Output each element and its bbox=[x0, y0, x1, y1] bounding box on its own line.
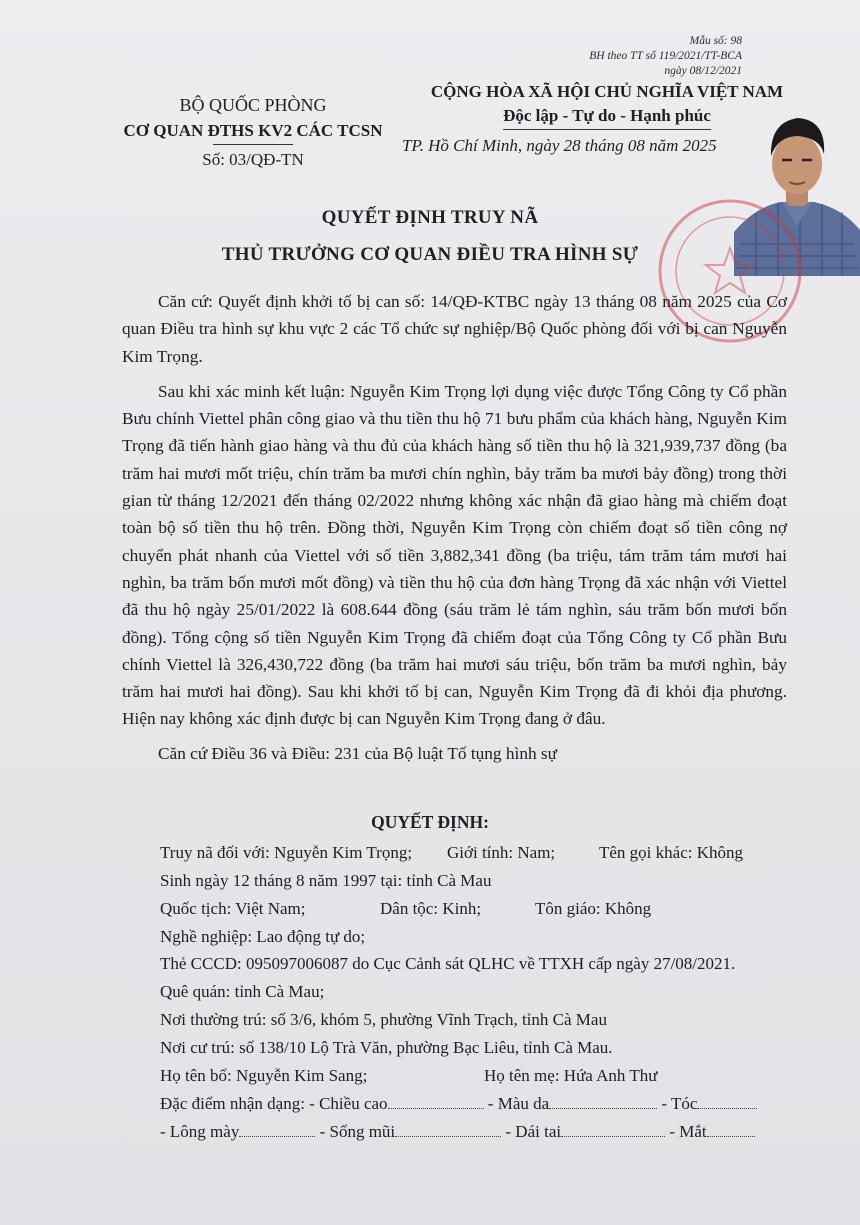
nose-blank bbox=[395, 1122, 501, 1137]
eyebrows-label: - Lông mày bbox=[160, 1122, 240, 1141]
nose-label: - Sống mũi bbox=[319, 1122, 396, 1141]
decision-heading: QUYẾT ĐỊNH: bbox=[371, 812, 489, 832]
form-date: ngày 08/12/2021 bbox=[664, 65, 742, 77]
mother-name: Họ tên mẹ: Hứa Anh Thư bbox=[484, 1066, 658, 1085]
birth-info: Sinh ngày 12 tháng 8 năm 1997 tại: tỉnh Cà Mau bbox=[160, 871, 492, 890]
permanent-address: Nơi thường trú: số 3/6, khóm 5, phường Vĩnh Trạch, tỉnh Cà Mau bbox=[160, 1010, 607, 1029]
document-title: QUYẾT ĐỊNH TRUY NÃ bbox=[321, 207, 539, 228]
ministry-name: BỘ QUỐC PHÒNG bbox=[179, 95, 327, 115]
alias: Tên gọi khác: Không bbox=[599, 843, 743, 862]
issuing-authority: THỦ TRƯỞNG CƠ QUAN ĐIỀU TRA HÌNH SỰ bbox=[221, 244, 639, 265]
paragraph-basis: Căn cứ: Quyết định khởi tố bị can số: 14/QĐ-KTBC ngày 13 tháng 08 năm 2025 của Cơ quan Điều tra hình sự khu vực 2 các Tổ chức sự nghiệp/Bộ Quốc phòng đối với bị can Nguyễn Kim Trọng. bbox=[122, 292, 787, 366]
issuer-header bbox=[108, 92, 398, 173]
eyes-label: - Mắt bbox=[669, 1122, 707, 1141]
document-number: Số: 03/QĐ-TN bbox=[202, 150, 304, 169]
form-meta bbox=[572, 34, 742, 79]
eyebrows-blank bbox=[239, 1122, 315, 1137]
paragraph-findings: Sau khi xác minh kết luận: Nguyễn Kim Trọng lợi dụng việc được Tổng Công ty Cổ phần Bưu chính Viettel phân công giao và thu tiền thu hộ 71 bưu phẩm của khách hàng, Nguyễn Kim Trọng đã tiến hành giao hàng và thu đủ của khách hàng số tiền thu hộ là 321,939,737 đồng (ba trăm hai mươi mốt triệu, chín trăm ba mươi chín nghìn, bảy trăm ba mươi bảy đồng) trong thời gian từ tháng 12/2021 đến tháng 02/2022 nhưng không xác nhận đã giao hàng mà chiếm đoạt toàn bộ số tiền thu hộ trên. Đồng thời, Nguyễn Kim Trọng còn chiếm đoạt số tiền công nợ chuyển phát nhanh của Viettel với số tiền 3,882,341 đồng (ba triệu, tám trăm tám mươi hai nghìn, ba trăm bốn mươi mốt đồng) và tiền thu hộ của đơn hàng Trọng đã xác nhận với Viettel đã thu hộ ngày 25/01/2022 là 608.644 đồng (sáu trăm lẻ tám nghìn, sáu trăm bốn mươi bốn đồng). Tổng cộng số tiền Nguyễn Kim Trọng đã chiếm đoạt của Tổng Công ty Cổ phần Bưu chính Viettel là 326,430,722 đồng (ba trăm hai mươi sáu triệu, bốn trăm ba mươi nghìn, bảy trăm hai mươi hai đồng). Sau khi khởi tố bị can, Nguyễn Kim Trọng đã đi khỏi địa phương. Hiện nay không xác định được bị can Nguyễn Kim Trọng đang ở đâu. bbox=[122, 381, 787, 729]
paragraph-legal-basis: Căn cứ Điều 36 và Điều: 231 của Bộ luật Tố tụng hình sự bbox=[158, 743, 558, 763]
current-residence: Nơi cư trú: số 138/10 Lộ Trà Văn, phường Bạc Liêu, tỉnh Cà Mau. bbox=[160, 1038, 613, 1057]
hometown: Quê quán: tỉnh Cà Mau; bbox=[160, 982, 325, 1001]
ethnicity: Dân tộc: Kinh; bbox=[380, 899, 482, 918]
hair-label: - Tóc bbox=[661, 1094, 698, 1113]
features-row-1 bbox=[160, 1093, 757, 1115]
ears-blank bbox=[561, 1122, 665, 1137]
height-blank bbox=[388, 1094, 484, 1109]
occupation: Nghề nghiệp: Lao động tự do; bbox=[160, 927, 366, 946]
national-motto: Độc lập - Tự do - Hạnh phúc bbox=[503, 104, 711, 130]
hair-blank bbox=[697, 1094, 757, 1109]
religion: Tôn giáo: Không bbox=[535, 899, 652, 918]
skin-label: - Màu da bbox=[487, 1094, 550, 1113]
skin-blank bbox=[549, 1094, 657, 1109]
header-rule bbox=[213, 144, 293, 145]
place-date: TP. Hồ Chí Minh, ngày 28 tháng 08 năm 2025 bbox=[402, 136, 717, 155]
form-number: Mẫu số: 98 bbox=[689, 35, 742, 47]
features-row-2 bbox=[160, 1121, 755, 1143]
ears-label: - Dái tai bbox=[505, 1122, 562, 1141]
features-height-label: Đặc điểm nhận dạng: - Chiều cao bbox=[160, 1094, 388, 1113]
document-body bbox=[122, 288, 787, 767]
id-card: Thẻ CCCD: 095097006087 do Cục Cảnh sát QLHC về TTXH cấp ngày 27/08/2021. bbox=[160, 954, 736, 973]
nationality: Quốc tịch: Việt Nam; bbox=[160, 899, 306, 918]
agency-name: CƠ QUAN ĐTHS KV2 CÁC TCSN bbox=[123, 121, 383, 140]
country-name: CỘNG HÒA XÃ HỘI CHỦ NGHĨA VIỆT NAM bbox=[430, 82, 784, 101]
wanted-name: Truy nã đối với: Nguyễn Kim Trọng; bbox=[160, 843, 413, 862]
form-basis: BH theo TT số 119/2021/TT-BCA bbox=[589, 50, 742, 62]
father-name: Họ tên bố: Nguyễn Kim Sang; bbox=[160, 1066, 368, 1085]
gender: Giới tính: Nam; bbox=[447, 843, 556, 862]
eyes-blank bbox=[707, 1122, 755, 1137]
